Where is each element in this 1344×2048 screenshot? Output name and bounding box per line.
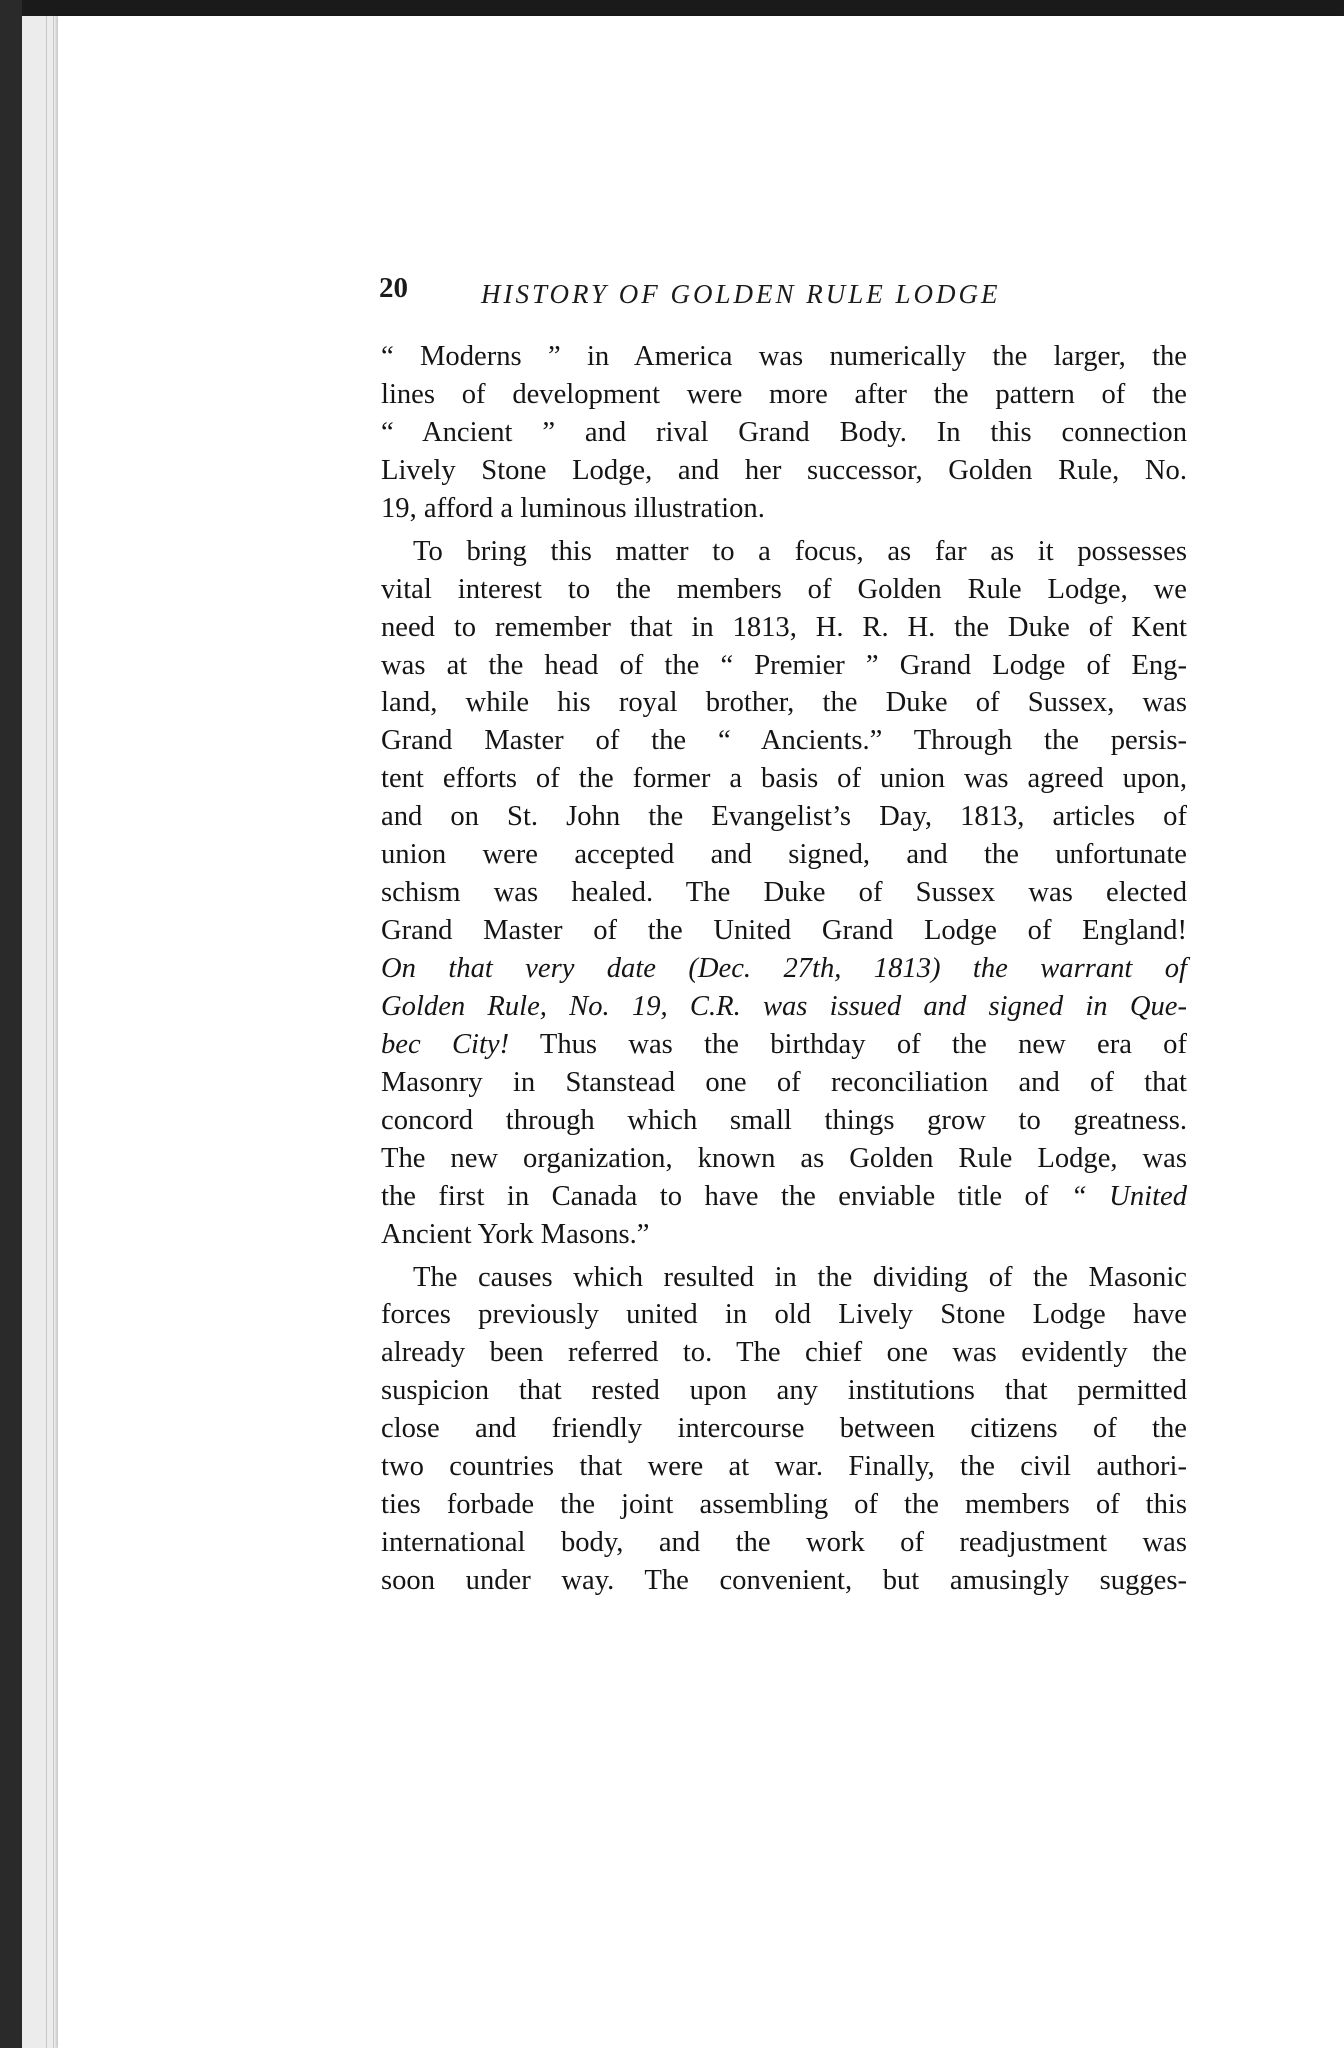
text-line: To bring this matter to a focus, as far as it possesses <box>413 535 1187 567</box>
text-line: lines of development were more after the pattern of the <box>381 378 1187 410</box>
text-line: close and friendly intercourse between citizens of the <box>381 1413 1187 1445</box>
text-line: already been referred to. The chief one was evidently the <box>381 1337 1187 1369</box>
scan-top-border <box>0 0 1344 16</box>
text-line: Masonry in Stanstead one of reconciliation and of that <box>381 1066 1187 1098</box>
text-line: soon under way. The convenient, but amusingly sugges- <box>381 1565 1187 1596</box>
text-line: concord through which small things grow to greatness. <box>381 1104 1187 1136</box>
roman-run: the first in Canada to have the enviable title of <box>381 1180 1049 1212</box>
text-line-italic: On that very date (Dec. 27th, 1813) the warrant of <box>381 953 1187 984</box>
text-line: and on St. John the Evangelist’s Day, 1813, articles of <box>381 801 1187 833</box>
text-line: international body, and the work of readjustment was <box>381 1527 1187 1559</box>
running-head: HISTORY OF GOLDEN RULE LODGE <box>481 279 1001 309</box>
leaf-edge <box>53 16 54 2048</box>
text-line: ties forbade the joint assembling of the members of this <box>381 1489 1187 1521</box>
text-line: schism was healed. The Duke of Sussex was elected <box>381 877 1187 909</box>
text-line: Grand Master of the United Grand Lodge of England! <box>381 915 1187 947</box>
text-line-italic: Golden Rule, No. 19, C.R. was issued and signed in Que- <box>381 990 1187 1022</box>
text-line: suspicion that rested upon any institutions that permitted <box>381 1375 1187 1407</box>
roman-run: Thus was the birthday of the new era of <box>509 1028 1187 1060</box>
italic-run: bec City! <box>381 1028 510 1060</box>
page-header <box>379 268 1079 318</box>
text-line: “ Ancient ” and rival Grand Body. In this connection <box>381 416 1187 448</box>
text-line: land, while his royal brother, the Duke of Sussex, was <box>381 687 1187 719</box>
text-line: need to remember that in 1813, H. R. H. the Duke of Kent <box>381 611 1187 643</box>
text-line-mixed <box>381 1026 1187 1064</box>
text-line-mixed <box>381 1178 1187 1216</box>
text-line: “ Moderns ” in America was numerically the larger, the <box>381 341 1187 372</box>
text-line: The new organization, known as Golden Rule Lodge, was <box>381 1142 1187 1174</box>
leaf-edge <box>46 16 47 2048</box>
page-number: 20 <box>379 272 408 304</box>
text-line: tent efforts of the former a basis of union was agreed upon, <box>381 763 1187 795</box>
text-line: forces previously united in old Lively Stone Lodge have <box>381 1299 1187 1331</box>
text-line: union were accepted and signed, and the unfortunate <box>381 839 1187 871</box>
scan-left-border <box>0 0 22 2048</box>
italic-run: “ United <box>1070 1180 1188 1212</box>
text-line: Grand Master of the “ Ancients.” Through the persis- <box>381 725 1187 757</box>
text-line: vital interest to the members of Golden Rule Lodge, we <box>381 573 1187 605</box>
text-line: Ancient York Masons.” <box>381 1218 650 1250</box>
text-line: The causes which resulted in the dividing of the Masonic <box>413 1261 1187 1293</box>
text-line: was at the head of the “ Premier ” Grand Lodge of Eng- <box>381 649 1187 681</box>
text-line: two countries that were at war. Finally, the civil authori- <box>381 1451 1187 1483</box>
body-text <box>381 338 1187 1600</box>
text-line: Lively Stone Lodge, and her successor, Golden Rule, No. <box>381 454 1187 486</box>
text-line: 19, afford a luminous illustration. <box>381 492 765 524</box>
